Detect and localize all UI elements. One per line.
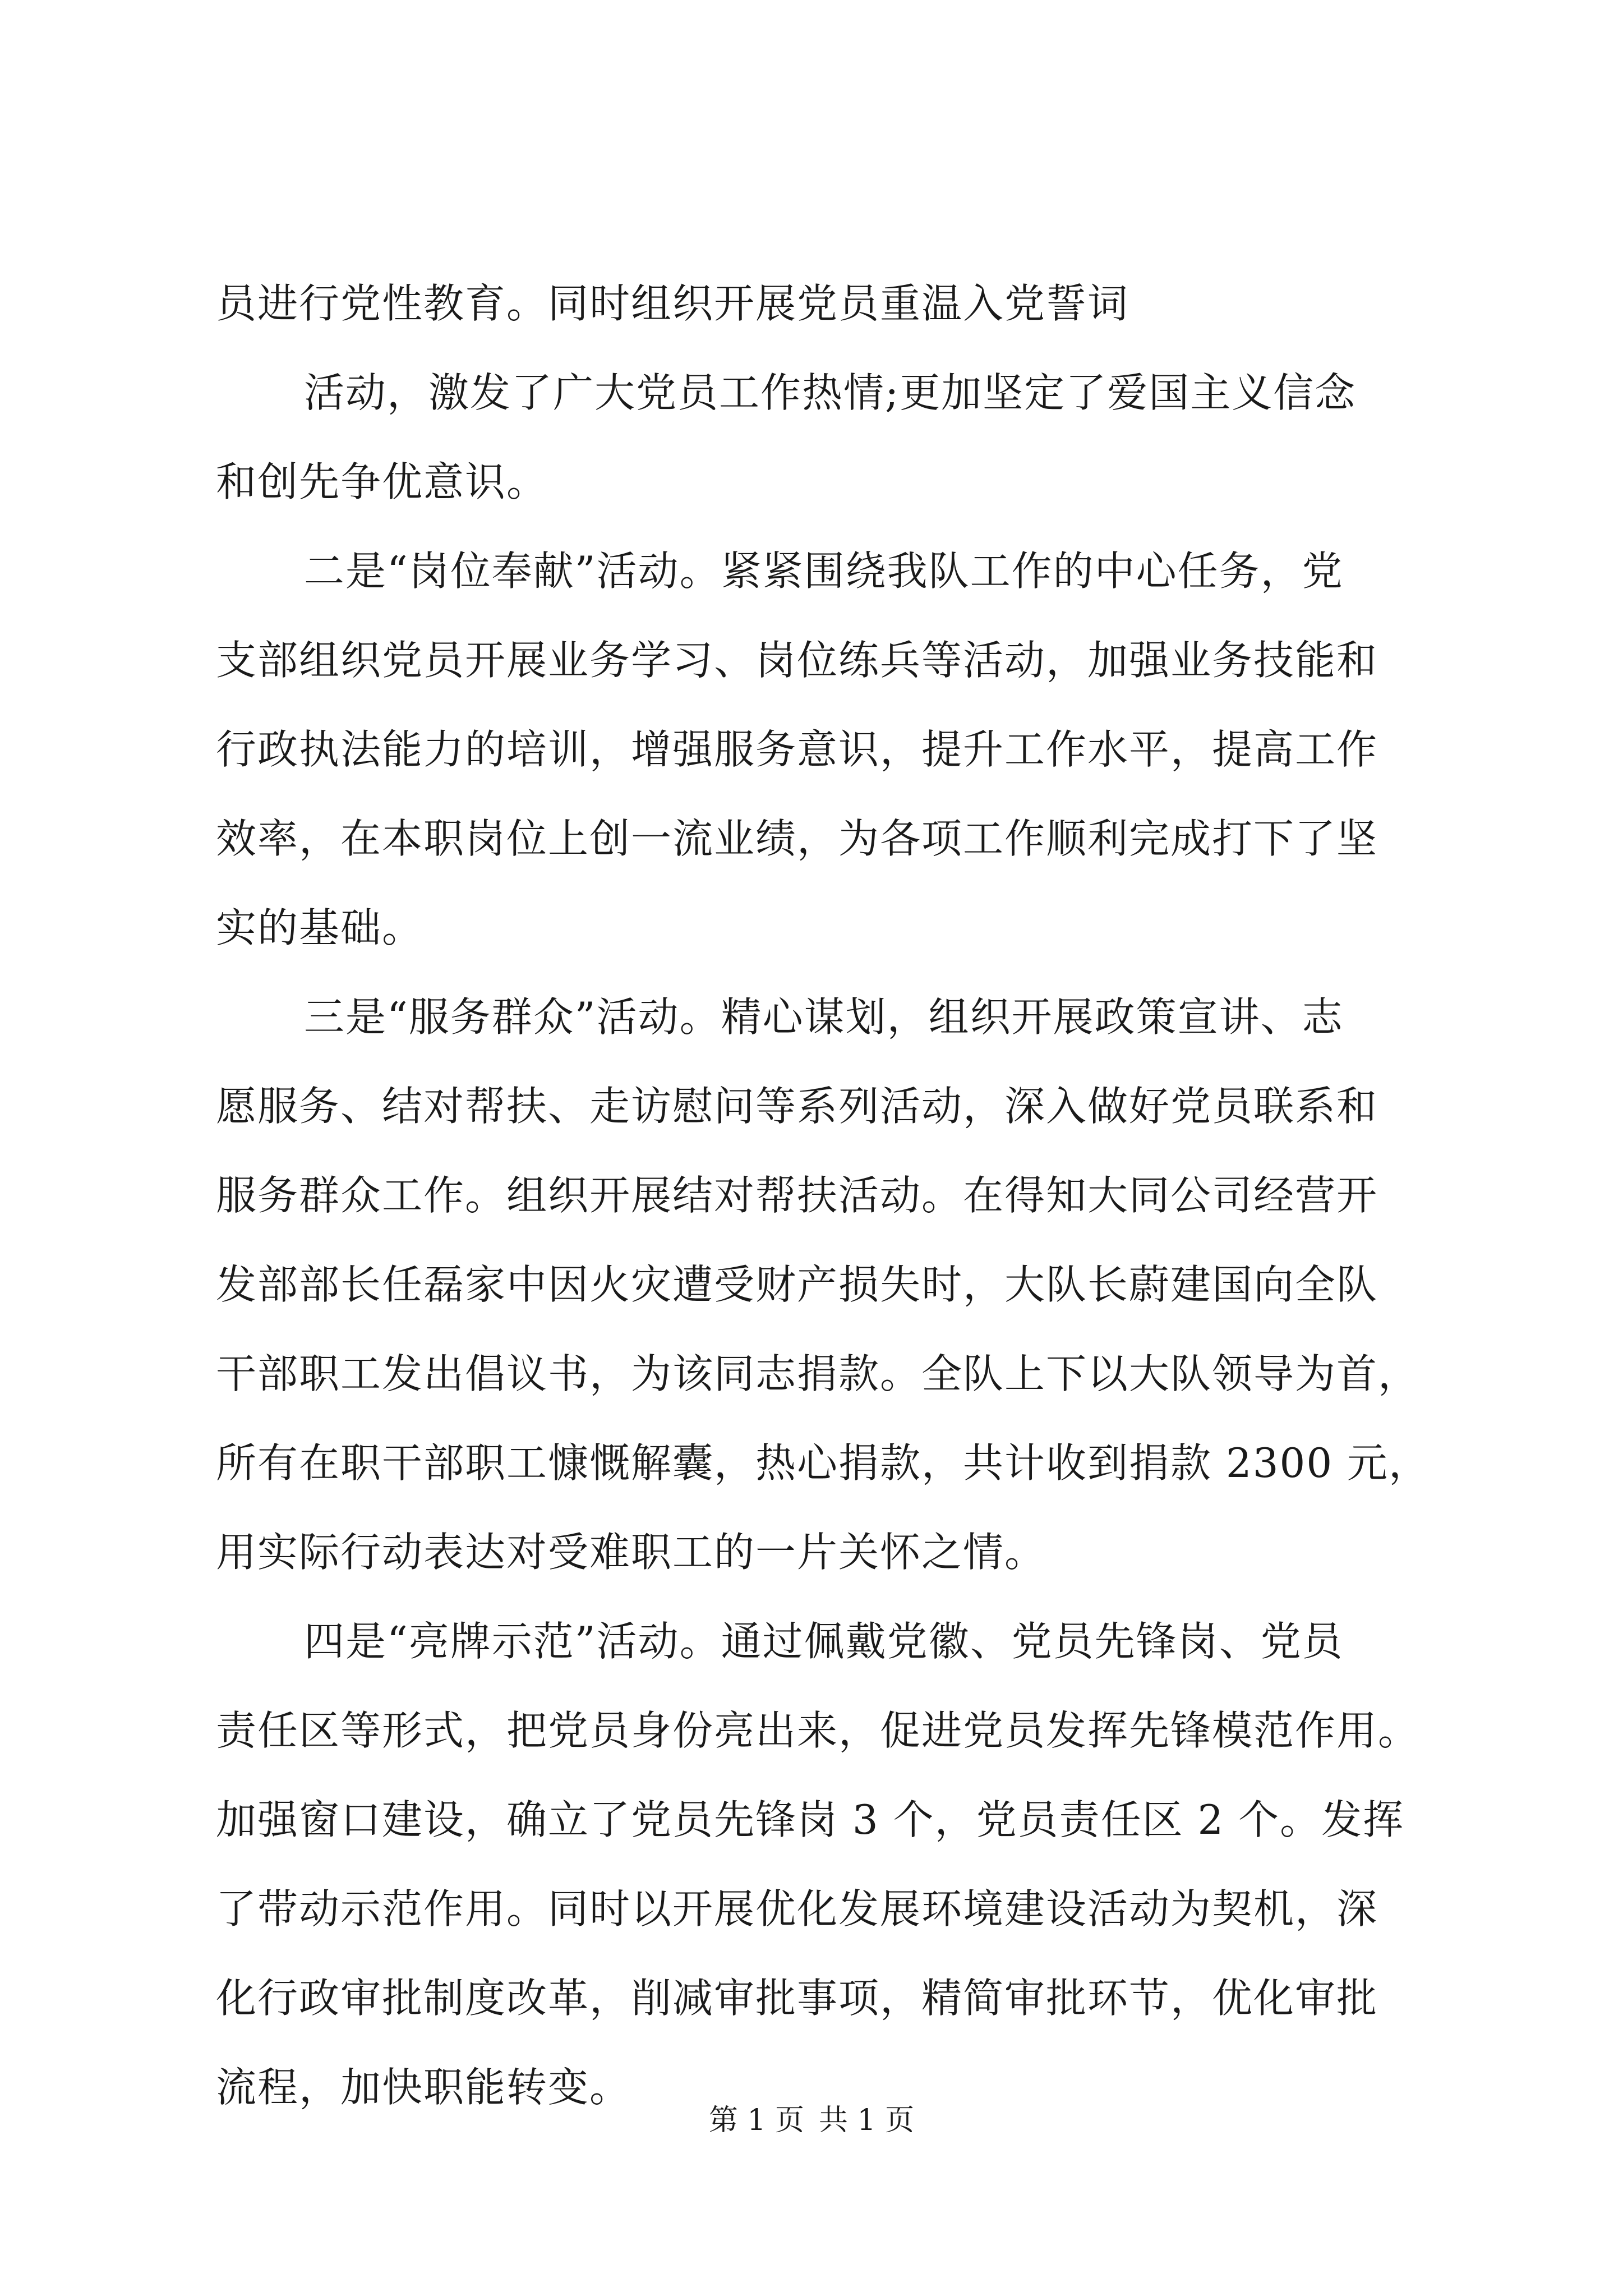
- text-line: 和创先争优意识。: [216, 458, 548, 505]
- page-number: 第 1 页: [708, 2104, 804, 2137]
- text-line: 加强窗口建设，确立了党员先锋岗 3 个，党员责任区 2 个。发挥: [216, 1796, 1405, 1843]
- text-line: 干部职工发出倡议书，为该同志捐款。全队上下以大队领导为首，: [216, 1350, 1420, 1397]
- text-line: 行政执法能力的培训，增强服务意识，提升工作水平，提高工作: [216, 726, 1378, 773]
- text-line: 二是“岗位奉献”活动。紧紧围绕我队工作的中心任务，党: [304, 547, 1344, 595]
- text-line: 支部组织党员开展业务学习、岗位练兵等活动，加强业务技能和: [216, 637, 1378, 684]
- text-line: 用实际行动表达对受难职工的一片关怀之情。: [216, 1529, 1046, 1576]
- text-line: 服务群众工作。组织开展结对帮扶活动。在得知大同公司经营开: [216, 1172, 1378, 1219]
- text-line: 发部部长任磊家中因火灾遭受财产损失时，大队长蔚建国向全队: [216, 1261, 1378, 1308]
- text-line: 员进行党性教育。同时组织开展党员重温入党誓词: [216, 280, 1129, 327]
- document-body: [216, 259, 1431, 2132]
- text-line: 责任区等形式，把党员身份亮出来，促进党员发挥先锋模范作用。: [216, 1707, 1420, 1754]
- text-line: 流程，加快职能转变。: [216, 2064, 631, 2111]
- text-line: 化行政审批制度改革，削减审批事项，精简审批环节，优化审批: [216, 1975, 1378, 2022]
- text-line: 效率，在本职岗位上创一流业绩，为各项工作顺利完成打下了坚: [216, 815, 1378, 862]
- text-line: 实的基础。: [216, 904, 424, 951]
- page-total: 共 1 页: [819, 2104, 915, 2137]
- text-line: 愿服务、结对帮扶、走访慰问等系列活动，深入做好党员联系和: [216, 1083, 1378, 1130]
- page-footer: [0, 2101, 1623, 2140]
- text-line: 三是“服务群众”活动。精心谋划，组织开展政策宣讲、志: [304, 993, 1344, 1041]
- text-line: 活动，激发了广大党员工作热情;更加坚定了爱国主义信念: [304, 369, 1357, 416]
- text-line: 所有在职干部职工慷慨解囊，热心捐款，共计收到捐款 2300 元，: [216, 1439, 1431, 1487]
- text-line: 了带动示范作用。同时以开展优化发展环境建设活动为契机，深: [216, 1885, 1378, 1932]
- text-line: 四是“亮牌示范”活动。通过佩戴党徽、党员先锋岗、党员: [304, 1618, 1344, 1665]
